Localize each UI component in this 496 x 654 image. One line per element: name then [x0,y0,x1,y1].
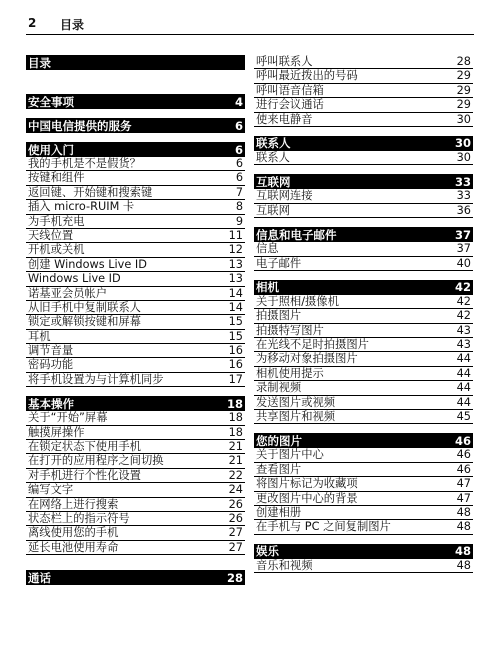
section-page: 18 [226,396,243,411]
toc-entry[interactable] [254,463,473,477]
entry-label: 互联网连接 [256,189,313,203]
entry-label: 编写文字 [28,483,74,497]
toc-right-column [254,55,473,573]
entry-label: 天线位置 [28,228,74,242]
entry-label: 创建相册 [256,505,302,519]
toc-entry[interactable] [26,498,245,512]
entry-page: 28 [456,55,471,68]
toc-entry[interactable] [26,541,245,555]
entry-page: 18 [228,411,243,425]
entry-page: 27 [228,526,243,540]
entry-page: 48 [456,558,471,572]
section-title: 娱乐 [256,544,279,559]
entry-page: 29 [456,69,471,83]
entry-page: 21 [228,454,243,468]
entry-page: 26 [228,497,243,511]
entry-page: 29 [456,83,471,97]
section-title: 相机 [256,280,279,295]
section-title: 使用入门 [28,142,74,157]
entry-label: 将图片标记为收藏项 [256,477,358,491]
entry-label: 关于“开始”屏幕 [28,411,108,425]
toc-entry[interactable] [254,113,473,127]
entry-page: 48 [456,505,471,519]
toc-section-header[interactable] [26,396,245,411]
toc-entry[interactable] [254,84,473,98]
entry-label: 电子邮件 [256,256,302,270]
entry-label: 我的手机是不是假货？ [28,157,141,170]
entry-page: 43 [456,323,471,337]
entry-label: 密码功能 [28,358,74,372]
toc-section-header[interactable] [254,136,473,151]
entry-page: 13 [228,272,243,286]
entry-label: 更改图片中心的背景 [256,491,358,505]
entry-label: 关于图片中心 [256,448,324,462]
toc-section-header[interactable] [26,142,245,157]
section-page: 42 [454,280,471,295]
entry-label: 在锁定状态下使用手机 [28,440,141,454]
entry-label: 使来电静音 [256,112,313,126]
toc-entry[interactable] [254,477,473,491]
toc-entry[interactable] [254,242,473,256]
entry-label: 关于照相/摄像机 [256,294,339,308]
toc-entry[interactable] [26,287,245,301]
entry-page: 44 [456,381,471,395]
entry-label: 调节音量 [28,344,74,358]
toc-entry[interactable] [26,512,245,526]
section-title: 通话 [28,570,51,585]
entry-label: 查看图片 [256,462,302,476]
section-page: 6 [234,118,243,133]
page-header [26,14,474,35]
entry-label: 音乐和视频 [256,558,313,572]
entry-label: 插入 micro-RUIM 卡 [28,200,135,214]
section-page: 33 [454,174,471,189]
entry-page: 42 [456,309,471,323]
entry-page: 12 [228,243,243,257]
entry-label: 返回键、开始键和搜索键 [28,185,153,199]
toc-entry[interactable] [254,396,473,410]
toc-entry[interactable] [26,243,245,257]
entry-page: 16 [228,358,243,372]
toc-entry[interactable] [254,492,473,506]
entry-page: 14 [228,300,243,314]
toc-entry[interactable] [26,258,245,272]
entry-page: 8 [235,200,243,214]
entry-label: 联系人 [256,150,290,164]
toc-section-header[interactable] [254,433,473,448]
entry-label: 锁定或解锁按键和屏幕 [28,315,141,329]
section-title: 互联网 [256,174,291,189]
toc-entry[interactable] [254,151,473,165]
entry-page: 9 [235,214,243,228]
entry-page: 24 [228,483,243,497]
toc-entry[interactable] [254,204,473,218]
toc-entry[interactable] [26,344,245,358]
entry-label: 耳机 [28,329,51,343]
entry-label: 为手机充电 [28,214,85,228]
entry-page: 18 [228,425,243,439]
entry-label: 拍摄特写图片 [256,323,324,337]
toc-left-column [26,55,245,585]
entry-label: 进行会议通话 [256,98,324,112]
toc-entry[interactable] [254,324,473,338]
toc-entry[interactable] [254,98,473,112]
entry-label: 创建 Windows Live ID [28,257,147,271]
entry-label: 从旧手机中复制联系人 [28,300,141,314]
entry-label: 状态栏上的指示符号 [28,511,130,525]
entry-page: 15 [228,329,243,343]
entry-page: 26 [228,511,243,525]
toc-entry[interactable] [26,229,245,243]
section-title: 目录 [28,55,51,70]
entry-label: 在手机与 PC 之间复制图片 [256,520,391,534]
section-title: 信息和电子邮件 [256,227,337,242]
section-page: 30 [454,136,471,151]
toc-entry[interactable] [254,352,473,366]
entry-label: 离线使用您的手机 [28,526,119,540]
entry-label: 按键和组件 [28,171,85,185]
toc-section-header[interactable] [254,227,473,242]
toc-section-header[interactable] [26,94,245,109]
entry-label: 在光线不足时拍摄图片 [256,338,369,352]
toc-entry[interactable] [26,215,245,229]
entry-label: 延长电池使用寿命 [28,540,119,554]
entry-label: 拍摄图片 [256,309,302,323]
entry-label: 将手机设置为与计算机同步 [28,372,164,386]
toc-entry[interactable] [26,358,245,372]
section-title: 您的图片 [256,433,302,448]
toc-entry[interactable] [254,69,473,83]
section-title: 安全事项 [28,94,74,109]
toc-entry[interactable] [254,410,473,424]
entry-page: 46 [456,462,471,476]
toc-section-header[interactable] [254,280,473,295]
entry-label: 呼叫语音信箱 [256,83,324,97]
toc-entry[interactable] [26,200,245,214]
entry-label: 呼叫联系人 [256,55,313,68]
entry-page: 40 [456,256,471,270]
toc-entry[interactable] [254,448,473,462]
entry-page: 17 [228,372,243,386]
toc-entry[interactable] [26,440,245,454]
toc-entry[interactable] [26,526,245,540]
toc-section-header[interactable] [254,174,473,189]
toc-entry[interactable] [26,454,245,468]
entry-page: 45 [456,410,471,424]
toc-section-header[interactable] [254,544,473,559]
entry-page: 6 [235,171,243,185]
entry-page: 44 [456,366,471,380]
entry-label: 为移动对象拍摄图片 [256,352,358,366]
entry-page: 36 [456,203,471,217]
section-title: 中国电信提供的服务 [28,118,132,133]
entry-label: 呼叫最近拨出的号码 [256,69,358,83]
section-page: 37 [454,227,471,242]
toc-entry[interactable] [26,373,245,387]
entry-page: 30 [456,112,471,126]
section-page: 28 [226,570,243,585]
entry-label: 触摸屏操作 [28,425,85,439]
entry-page: 43 [456,338,471,352]
toc-entry[interactable] [254,309,473,323]
entry-label: 共享图片和视频 [256,410,336,424]
entry-label: 相机使用提示 [256,366,324,380]
toc-entry[interactable] [254,559,473,573]
toc-entry[interactable] [254,338,473,352]
toc-entry[interactable] [254,381,473,395]
entry-page: 29 [456,98,471,112]
header-title: 目录 [60,18,85,32]
section-page: 46 [454,433,471,448]
toc-entry[interactable] [26,469,245,483]
page-number: 2 [28,16,37,30]
entry-page: 46 [456,448,471,462]
entry-page: 13 [228,257,243,271]
entry-page: 21 [228,440,243,454]
entry-page: 42 [456,294,471,308]
entry-page: 16 [228,344,243,358]
entry-page: 27 [228,540,243,554]
entry-page: 6 [235,157,243,170]
entry-page: 48 [456,520,471,534]
entry-label: 在打开的应用程序之间切换 [28,454,164,468]
toc-entry[interactable] [254,520,473,534]
toc-section-header[interactable] [26,570,245,585]
entry-label: 诺基亚会员帐户 [28,286,108,300]
section-title: 基本操作 [28,396,74,411]
toc-entry[interactable] [254,367,473,381]
entry-page: 44 [456,352,471,366]
toc-section-header[interactable] [26,118,245,133]
toc-entry[interactable] [26,171,245,185]
toc-entry[interactable] [26,411,245,425]
entry-page: 37 [456,242,471,256]
entry-page: 33 [456,189,471,203]
toc-entry[interactable] [254,257,473,271]
entry-page: 7 [235,185,243,199]
toc-entry[interactable] [26,330,245,344]
toc-entry[interactable] [26,186,245,200]
entry-page: 47 [456,491,471,505]
entry-label: 对手机进行个性化设置 [28,468,141,482]
entry-page: 22 [228,468,243,482]
entry-page: 11 [228,228,243,242]
toc-entry[interactable] [254,55,473,69]
entry-label: 录制视频 [256,381,302,395]
entry-page: 47 [456,477,471,491]
section-page: 48 [454,544,471,559]
entry-page: 44 [456,395,471,409]
entry-label: 信息 [256,242,279,256]
section-title: 联系人 [256,136,291,151]
entry-page: 15 [228,315,243,329]
toc-entry[interactable] [26,426,245,440]
section-page: 6 [234,142,243,157]
entry-label: 在网络上进行搜索 [28,497,119,511]
entry-label: 发送图片或视频 [256,395,336,409]
entry-label: 开机或关机 [28,243,85,257]
entry-label: Windows Live ID [28,272,121,286]
section-page: 4 [234,94,243,109]
entry-page: 30 [456,150,471,164]
toc-entry[interactable] [254,506,473,520]
toc-entry[interactable] [26,483,245,497]
toc-entry[interactable] [26,315,245,329]
toc-entry[interactable] [26,301,245,315]
toc-entry[interactable] [254,189,473,203]
toc-section-header[interactable] [26,55,245,70]
entry-label: 互联网 [256,203,290,217]
entry-page: 14 [228,286,243,300]
toc-entry[interactable] [26,157,245,171]
toc-entry[interactable] [26,272,245,286]
toc-entry[interactable] [254,295,473,309]
